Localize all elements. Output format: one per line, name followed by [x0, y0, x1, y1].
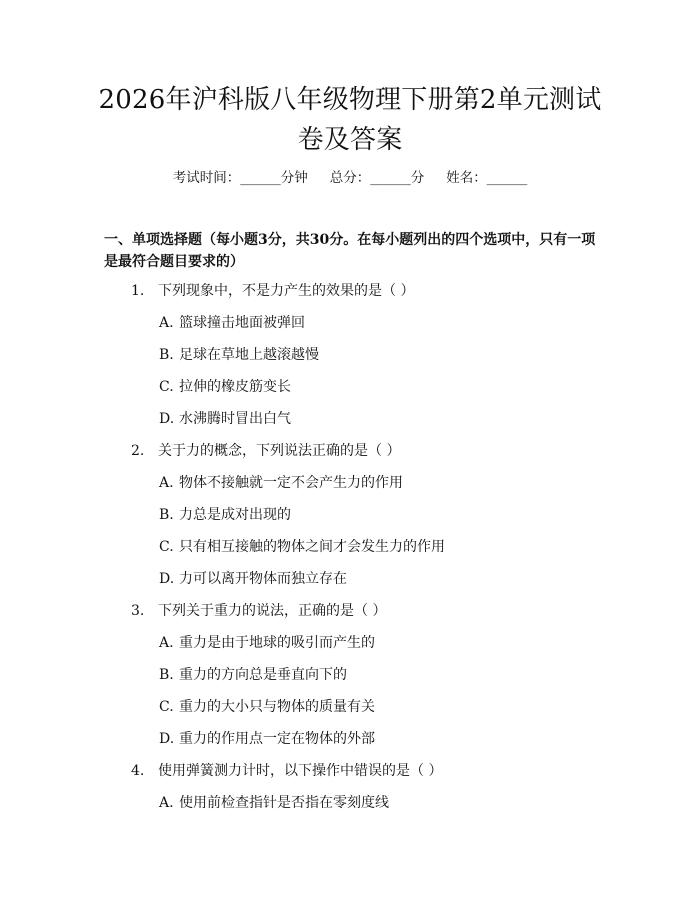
option-text: 重力的作用点一定在物体的外部 [179, 731, 375, 747]
option-letter: B. [159, 347, 174, 363]
option-letter: A. [159, 475, 174, 491]
question-4 [131, 761, 442, 781]
question-3-option-c [159, 697, 375, 717]
question-4-option-a [159, 793, 389, 813]
document-title: 2026年沪科版八年级物理下册第2单元测试卷及答案 [98, 85, 602, 155]
question-2-option-d [159, 569, 347, 589]
option-letter: D. [159, 731, 175, 747]
option-text: 使用前检查指针是否指在零刻度线 [179, 795, 389, 811]
option-letter: B. [159, 507, 174, 523]
question-2-option-b [159, 505, 291, 525]
option-letter: A. [159, 795, 174, 811]
question-1-option-a [159, 313, 305, 333]
question-number: 4. [131, 763, 145, 779]
total-score-field: 总分：______分 [329, 170, 425, 186]
option-letter: A. [159, 315, 174, 331]
question-1-option-c [159, 377, 291, 397]
question-number: 1. [131, 283, 145, 299]
question-2-option-a [159, 473, 403, 493]
option-text: 力总是成对出现的 [179, 507, 291, 523]
question-stem: 下列关于重力的说法，正确的是（ ） [158, 603, 387, 619]
option-letter: A. [159, 635, 174, 651]
question-3-option-d [159, 729, 375, 749]
question-1-option-d [159, 409, 291, 429]
option-text: 物体不接触就一定不会产生力的作用 [179, 475, 403, 491]
question-number: 3. [131, 603, 145, 619]
question-stem: 使用弹簧测力计时，以下操作中错误的是（ ） [158, 763, 443, 779]
question-2-option-c [159, 537, 445, 557]
option-letter: D. [159, 411, 175, 427]
option-text: 重力的大小只与物体的质量有关 [179, 699, 375, 715]
option-letter: C. [159, 699, 174, 715]
option-letter: C. [159, 539, 174, 555]
option-text: 只有相互接触的物体之间才会发生力的作用 [179, 539, 445, 555]
question-number: 2. [131, 443, 145, 459]
section-heading: 一、单项选择题（每小题3分，共30分。在每小题列出的四个选项中，只有一项是最符合题目要求的） [104, 232, 596, 270]
option-letter: C. [159, 379, 174, 395]
student-name-field: 姓名：______ [446, 170, 528, 186]
option-letter: B. [159, 667, 174, 683]
option-text: 重力的方向总是垂直向下的 [179, 667, 347, 683]
option-text: 力可以离开物体而独立存在 [179, 571, 347, 587]
option-text: 重力是由于地球的吸引而产生的 [179, 635, 375, 651]
exam-info-line [0, 168, 700, 188]
question-2 [131, 441, 400, 461]
option-text: 拉伸的橡皮筋变长 [179, 379, 291, 395]
question-1-option-b [159, 345, 319, 365]
question-stem: 下列现象中，不是力产生的效果的是（ ） [158, 283, 415, 299]
option-letter: D. [159, 571, 175, 587]
question-1 [131, 281, 414, 301]
question-3-option-b [159, 665, 347, 685]
option-text: 水沸腾时冒出白气 [179, 411, 291, 427]
question-stem: 关于力的概念，下列说法正确的是（ ） [158, 443, 401, 459]
option-text: 足球在草地上越滚越慢 [179, 347, 319, 363]
option-text: 篮球撞击地面被弹回 [179, 315, 305, 331]
exam-time-field: 考试时间：______分钟 [172, 170, 308, 186]
question-3 [131, 601, 386, 621]
question-3-option-a [159, 633, 375, 653]
